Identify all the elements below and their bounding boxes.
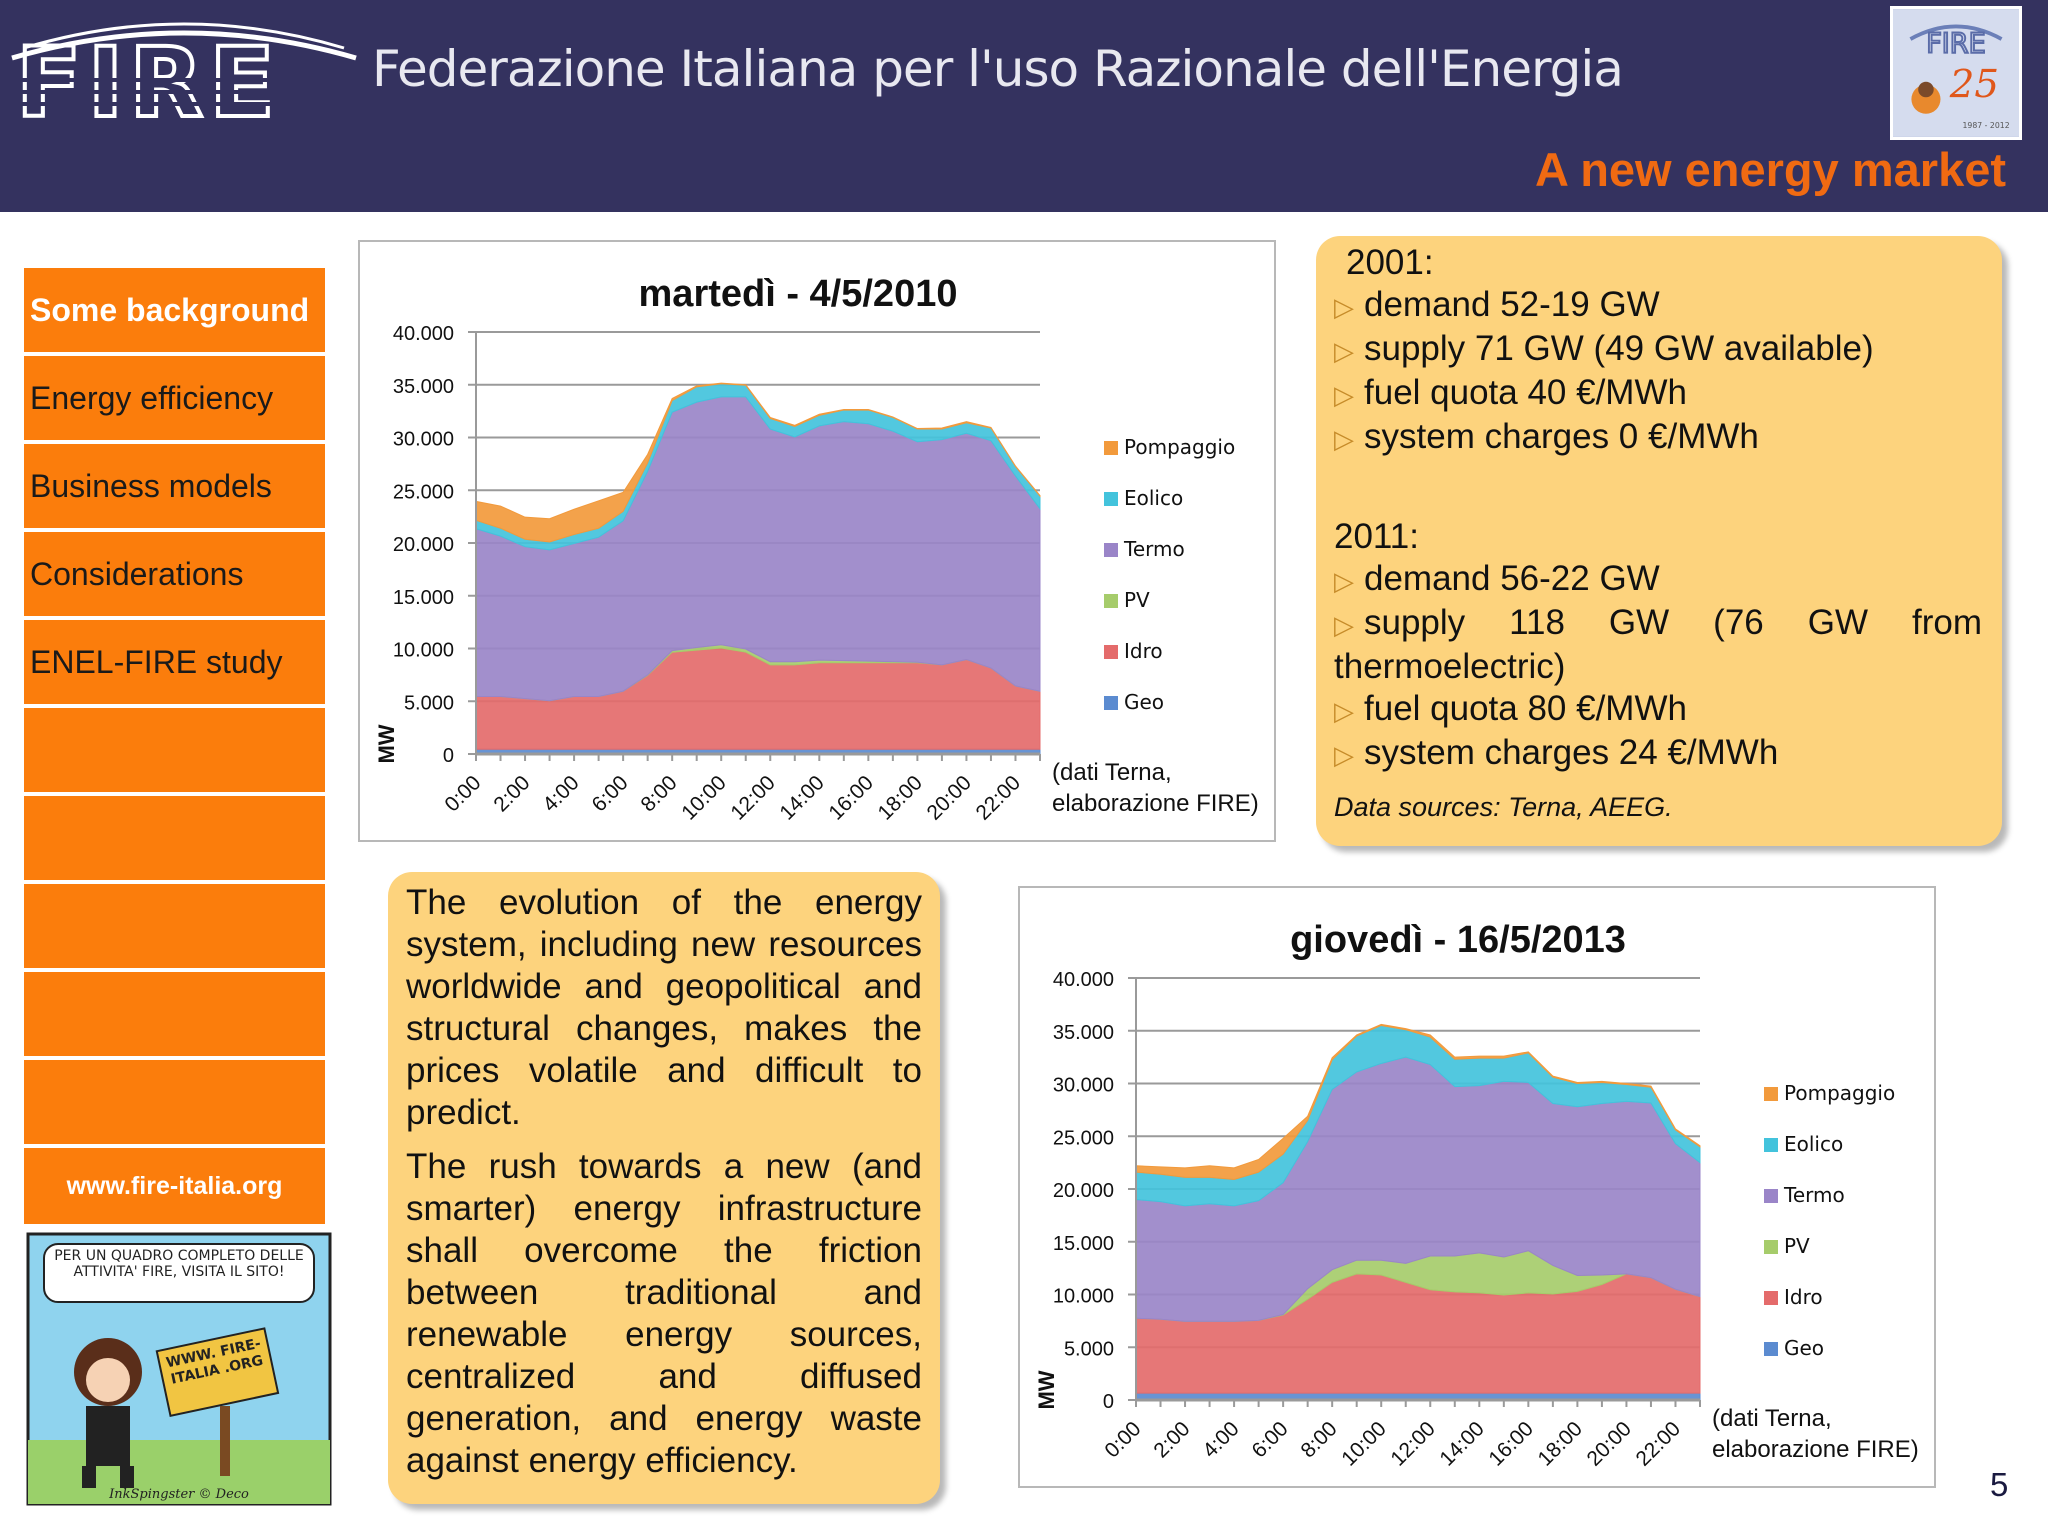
arrow-bullet-icon: ▷	[1334, 696, 1354, 726]
arrow-bullet-icon: ▷	[1334, 336, 1354, 366]
stat-item: ▷ supply 118 GW (76 GW from thermoelectric)	[1334, 603, 1982, 686]
nav-item-some-background[interactable]: Some background	[24, 268, 325, 352]
x-tick-label: 12:00	[726, 771, 780, 825]
nav-item-empty	[24, 884, 325, 968]
y-tick-label: 10.000	[392, 639, 454, 662]
y-axis-label: MW	[1034, 1370, 1059, 1410]
source-note: elaborazione FIRE)	[1052, 790, 1259, 817]
data-sources: Data sources: Terna, AEEG.	[1334, 792, 1673, 822]
nav-item-enel-fire-study[interactable]: ENEL-FIRE study	[24, 620, 325, 704]
arrow-bullet-icon: ▷	[1334, 610, 1354, 640]
x-tick-label: 10:00	[1337, 1417, 1391, 1471]
nav-item-empty	[24, 708, 325, 792]
stat-item: ▷ fuel quota 40 €/MWh	[1334, 372, 1982, 416]
x-tick-label: 2:00	[1149, 1417, 1195, 1463]
y-tick-label: 5.000	[1063, 1338, 1114, 1361]
cartoon-credit: InkSpingster © Deco	[109, 1487, 249, 1502]
y-tick-label: 10.000	[1052, 1285, 1114, 1308]
stat-item: ▷ demand 56-22 GW	[1334, 558, 1982, 602]
x-tick-label: 6:00	[587, 771, 633, 817]
legend-label: Termo	[1124, 537, 1185, 561]
nav-item-energy-efficiency[interactable]: Energy efficiency	[24, 356, 325, 440]
arrow-bullet-icon: ▷	[1334, 292, 1354, 322]
nav-item-empty	[24, 1060, 325, 1144]
legend-label: Termo	[1784, 1183, 1845, 1207]
y-tick-label: 35.000	[392, 375, 454, 398]
area-chart-2010	[360, 242, 1274, 840]
y-tick-label: 0	[442, 745, 454, 767]
organization-name: Federazione Italiana per l'uso Razionale dell'Energia	[372, 40, 1623, 98]
paragraph-evolution: The evolution of the energy system, including new resources worldwide and geopolitical and structural changes, makes the prices volatile and difficult to predict.	[406, 883, 922, 1132]
y-tick-label: 30.000	[392, 428, 454, 451]
nav-item-empty	[24, 972, 325, 1056]
nav-item-considerations[interactable]: Considerations	[24, 532, 325, 616]
x-tick-label: 8:00	[1296, 1417, 1342, 1463]
x-tick-label: 16:00	[824, 771, 878, 825]
legend-label: PV	[1784, 1234, 1810, 1258]
chart-panel-2010	[358, 240, 1276, 842]
legend-swatch	[1104, 594, 1118, 608]
y-tick-label: 20.000	[1052, 1180, 1114, 1202]
legend-label: Pompaggio	[1784, 1081, 1896, 1105]
market-stats-box	[1316, 236, 2002, 846]
x-tick-label: 4:00	[1198, 1417, 1244, 1463]
legend-label: Pompaggio	[1124, 435, 1236, 459]
legend-label: PV	[1124, 588, 1150, 612]
stat-item: ▷ system charges 0 €/MWh	[1334, 416, 1982, 460]
fire-logo	[4, 18, 364, 128]
arrow-bullet-icon: ▷	[1334, 566, 1354, 596]
cartoon-bubble-text: PER UN QUADRO COMPLETO DELLE ATTIVITA' FIRE, VISITA IL SITO!	[54, 1248, 304, 1280]
x-tick-label: 22:00	[1631, 1417, 1686, 1471]
legend-label: Eolico	[1124, 486, 1184, 510]
arrow-bullet-icon: ▷	[1334, 740, 1354, 770]
chart-title: giovedì - 16/5/2013	[1290, 919, 1626, 961]
legend-swatch	[1104, 441, 1118, 455]
x-tick-label: 0:00	[440, 771, 486, 817]
x-tick-label: 14:00	[775, 771, 829, 825]
y-tick-label: 40.000	[1052, 969, 1114, 991]
nav-item-empty	[24, 796, 325, 880]
stat-item: ▷ demand 52-19 GW	[1334, 284, 1982, 328]
legend-swatch	[1104, 645, 1118, 659]
evolution-text-box	[388, 872, 940, 1504]
legend-swatch	[1104, 543, 1118, 557]
x-tick-label: 22:00	[971, 771, 1026, 825]
website-link[interactable]: www.fire-italia.org	[24, 1148, 325, 1224]
anniversary-badge	[1890, 6, 2022, 140]
x-tick-label: 6:00	[1247, 1417, 1293, 1463]
legend-label: Idro	[1784, 1285, 1823, 1309]
chart-title: martedì - 4/5/2010	[638, 273, 958, 315]
year-2011-label: 2011:	[1334, 517, 1419, 556]
legend-swatch	[1764, 1342, 1778, 1356]
x-tick-label: 12:00	[1386, 1417, 1440, 1471]
y-tick-label: 25.000	[392, 481, 454, 504]
page-number: 5	[1990, 1466, 2009, 1503]
y-tick-label: 15.000	[1052, 1232, 1114, 1255]
legend-label: Geo	[1784, 1336, 1825, 1360]
cartoon-sign-text: WWW. FIRE-ITALIA .ORG	[164, 1335, 265, 1388]
badge-text: FIRE	[1926, 28, 1986, 60]
x-tick-label: 4:00	[538, 771, 584, 817]
y-tick-label: 25.000	[1052, 1127, 1114, 1150]
y-axis-label: MW	[374, 724, 399, 764]
legend-label: Idro	[1124, 639, 1163, 663]
stat-item: ▷ system charges 24 €/MWh	[1334, 732, 1982, 776]
stat-item: ▷ fuel quota 80 €/MWh	[1334, 688, 1982, 732]
arrow-bullet-icon: ▷	[1334, 424, 1354, 454]
x-tick-label: 18:00	[1533, 1417, 1587, 1471]
x-tick-label: 2:00	[489, 771, 535, 817]
source-note: elaborazione FIRE)	[1712, 1436, 1919, 1463]
legend-swatch	[1104, 492, 1118, 506]
y-tick-label: 35.000	[1052, 1021, 1114, 1044]
logo-text: FIRE	[16, 27, 281, 128]
paragraph-rush: The rush towards a new (and smarter) energy infrastructure shall overcome the friction between traditional and renewable energy sources, centralized and diffused generation, and energy waste against energy efficiency.	[406, 1147, 922, 1480]
x-tick-label: 14:00	[1435, 1417, 1489, 1471]
y-tick-label: 15.000	[392, 586, 454, 609]
legend-swatch	[1764, 1138, 1778, 1152]
legend-label: Geo	[1124, 690, 1165, 714]
source-note: (dati Terna,	[1712, 1405, 1832, 1432]
y-tick-label: 20.000	[392, 534, 454, 556]
legend-swatch	[1764, 1189, 1778, 1203]
arrow-bullet-icon: ▷	[1334, 380, 1354, 410]
x-tick-label: 18:00	[873, 771, 927, 825]
x-tick-label: 20:00	[922, 771, 976, 825]
x-tick-label: 10:00	[677, 771, 731, 825]
x-tick-label: 0:00	[1100, 1417, 1146, 1463]
y-tick-label: 0	[1102, 1391, 1114, 1413]
area-termo	[476, 397, 1040, 701]
nav-item-business-models[interactable]: Business models	[24, 444, 325, 528]
y-tick-label: 40.000	[392, 323, 454, 345]
legend-swatch	[1764, 1087, 1778, 1101]
year-2001-label: 2001:	[1346, 243, 1434, 282]
badge-number: 25	[1949, 62, 2000, 108]
y-tick-label: 30.000	[1052, 1074, 1114, 1097]
chart-panel-2013	[1018, 886, 1936, 1488]
source-note: (dati Terna,	[1052, 759, 1172, 786]
badge-years: 1987 - 2012	[1962, 121, 2010, 131]
legend-label: Eolico	[1784, 1132, 1844, 1156]
area-chart-2013	[1020, 888, 1934, 1486]
legend-swatch	[1104, 696, 1118, 710]
y-tick-label: 5.000	[403, 692, 454, 715]
x-tick-label: 20:00	[1582, 1417, 1636, 1471]
stat-item: ▷ supply 71 GW (49 GW available)	[1334, 328, 1982, 372]
header-bar	[0, 0, 2048, 212]
slide-title: A new energy market	[1534, 143, 2006, 196]
x-tick-label: 8:00	[636, 771, 682, 817]
legend-swatch	[1764, 1291, 1778, 1305]
x-tick-label: 16:00	[1484, 1417, 1538, 1471]
legend-swatch	[1764, 1240, 1778, 1254]
cartoon-illustration	[24, 1230, 334, 1516]
